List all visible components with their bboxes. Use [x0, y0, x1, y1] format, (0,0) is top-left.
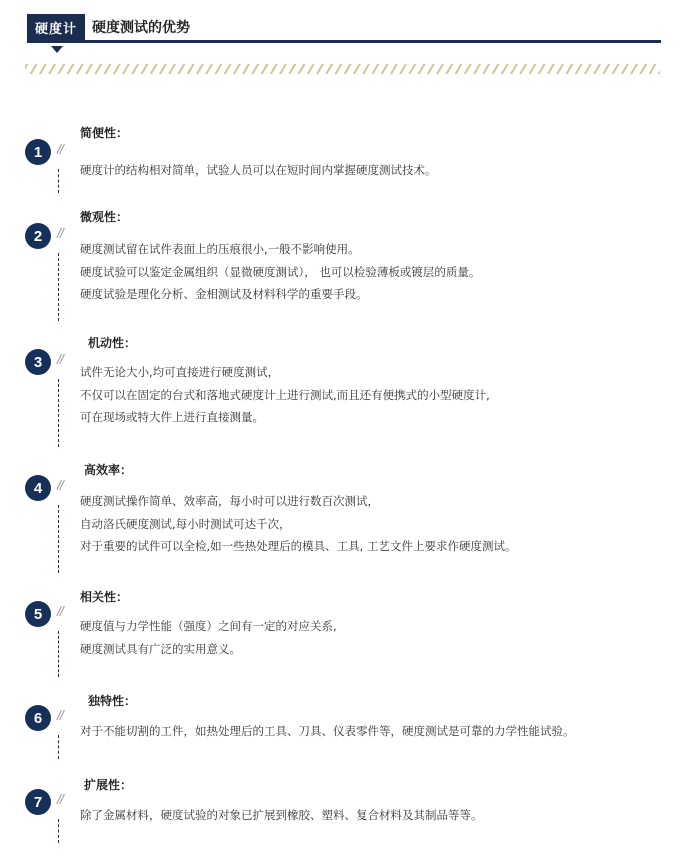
advantage-text-line: 硬度测试留在试件表面上的压痕很小,一般不影响使用。 [80, 242, 360, 256]
slash-decoration: // [57, 477, 63, 493]
advantage-text-line: 可在现场或特大件上进行直接测量。 [80, 410, 264, 424]
slash-decoration: // [57, 707, 63, 723]
advantage-text-line: 试件无论大小,均可直接进行硬度测试， [80, 365, 280, 379]
advantage-text-line: 硬度计的结构相对简单，试验人员可以在短时间内掌握硬度测试技术。 [80, 163, 437, 177]
advantage-text-line: 硬度试验可以鉴定金属组织（显微硬度测试）， 也可以检验薄板或镀层的质量。 [80, 264, 481, 279]
number-badge: 1 [25, 139, 51, 165]
number-badge: 4 [25, 475, 51, 501]
badge-pointer [51, 46, 63, 53]
advantage-text-line: 除了金属材料，硬度试验的对象已扩展到橡胶、塑料、复合材料及其制品等等。 [80, 808, 483, 822]
dashed-connector [58, 505, 59, 573]
dashed-connector [58, 253, 59, 321]
slash-decoration: // [57, 351, 63, 367]
slash-decoration: // [57, 141, 63, 157]
advantage-title: 机动性： [88, 336, 137, 350]
advantage-title: 独特性： [88, 694, 137, 708]
advantage-text-line: 对于重要的试件可以全检,如一些热处理后的模具、工具, 工艺文件上要求作硬度测试。 [80, 539, 517, 553]
header-underline [27, 40, 661, 43]
advantage-title: 相关性： [80, 590, 129, 604]
number-badge: 2 [25, 223, 51, 249]
slash-decoration: // [57, 603, 63, 619]
dashed-connector [58, 379, 59, 447]
dashed-connector [58, 631, 59, 677]
dashed-connector [58, 169, 59, 193]
advantage-title: 微观性： [80, 210, 129, 224]
advantage-text-line: 硬度值与力学性能（强度）之间有一定的对应关系, [80, 619, 337, 633]
number-badge: 6 [25, 705, 51, 731]
advantage-text-line: 硬度测试具有广泛的实用意义。 [80, 641, 241, 656]
number-badge: 3 [25, 349, 51, 375]
advantage-title: 简便性： [80, 126, 129, 140]
advantage-text-line: 自动洛氏硬度测试,每小时测试可达千次， [80, 516, 291, 531]
dashed-connector [58, 735, 59, 759]
slash-decoration: // [57, 791, 63, 807]
number-badge: 7 [25, 789, 51, 815]
advantage-text-line: 不仅可以在固定的台式和落地式硬度计上进行测试,而且还有便携式的小型硬度计, [80, 387, 490, 402]
category-badge: 硬度计 [27, 14, 85, 40]
advantage-text-line: 硬度测试操作简单、效率高，每小时可以进行数百次测试， [80, 494, 379, 508]
slash-decoration: // [57, 225, 63, 241]
advantage-title: 高效率： [84, 463, 133, 477]
advantage-title: 扩展性： [84, 778, 133, 792]
dashed-connector [58, 819, 59, 843]
number-badge: 5 [25, 601, 51, 627]
advantage-text-line: 对于不能切割的工件，如热处理后的工具、刀具、仪表零件等，硬度测试是可靠的力学性能试验。 [80, 724, 575, 738]
hatched-divider [25, 64, 660, 74]
section-title: 硬度测试的优势 [92, 20, 190, 36]
advantage-text-line: 硬度试验是理化分析、金相测试及材料科学的重要手段。 [80, 287, 368, 301]
section-header [27, 14, 661, 44]
